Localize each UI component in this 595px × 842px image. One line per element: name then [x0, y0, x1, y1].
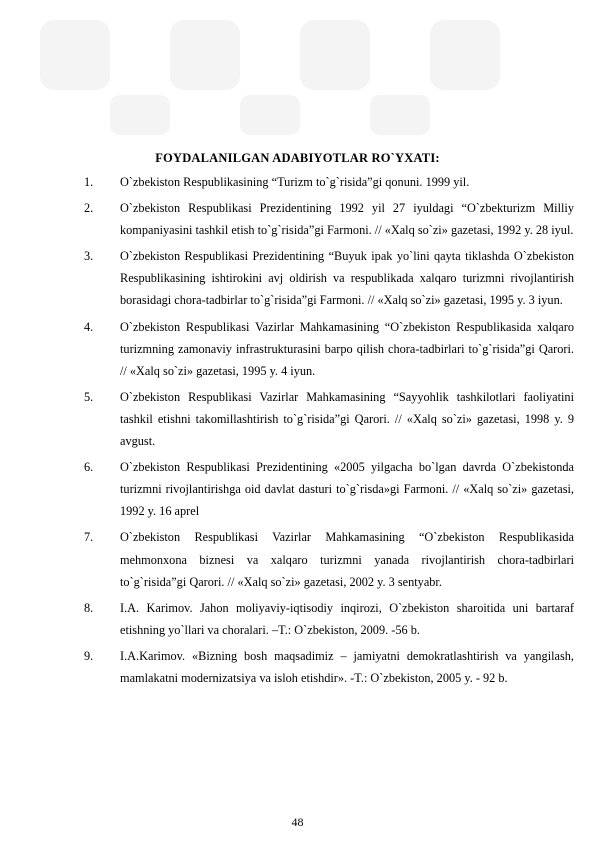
reference-item — [84, 597, 574, 641]
reference-item — [84, 386, 574, 452]
reference-number: 1. — [84, 175, 94, 189]
reference-number: 3. — [84, 249, 94, 264]
reference-number: 5. — [84, 389, 94, 404]
reference-item — [84, 645, 574, 689]
reference-item — [84, 197, 574, 241]
reference-text: O`zbekiston Respublikasi Prezidentining 1992 yil 27 iyuldagi “O`zbekturizm Milliy kompaniyasini tashkil etish to`g`risida”gi Farmoni. // «Xalq so`zi» gazetasi, 1992 y. 28 iyul. — [120, 201, 574, 238]
reference-item — [84, 316, 574, 382]
reference-text: O`zbekiston Respublikasi Prezidentining «2005 yilgacha bo`lgan davrda O`zbekistonda turizmni rivojlantirishga oid davlat dasturi to`g`risda»gi Farmoni. // «Xalq so`zi» gazetasi, 1992 y. 16 aprel — [120, 460, 574, 519]
reference-number: 2. — [84, 201, 94, 216]
reference-item — [84, 171, 574, 193]
page-title: FOYDALANILGAN ADABIYOTLAR RO`YXATI: — [155, 151, 440, 165]
reference-number: 9. — [84, 648, 94, 663]
reference-number: 8. — [84, 600, 94, 615]
reference-text: O`zbekiston Respublikasi Prezidentining “Buyuk ipak yo`lini qayta tiklashda O`zbekiston Respublikasining ishtirokini avj oldirish va respublikada xalqaro turizmni rivojlantirish borasidagi chora-tadbirlar to`g`risida”gi Farmoni. // «Xalq so`zi» gazetasi, 1995 y. 3 iyun. — [120, 249, 574, 308]
reference-item — [84, 526, 574, 592]
watermark — [0, 0, 595, 150]
reference-number: 7. — [84, 530, 94, 545]
reference-text: I.A. Karimov. Jahon moliyaviy-iqtisodiy inqirozi, O`zbekiston sharoitida uni bartaraf etishning yo`llari va choralari. –T.: O`zbekiston, 2009. -56 b. — [120, 600, 574, 637]
reference-text: O`zbekiston Respublikasining “Turizm to`g`risida”gi qonuni. 1999 yil. — [120, 175, 470, 189]
reference-item — [84, 245, 574, 311]
reference-text: I.A.Karimov. «Bizning bosh maqsadimiz – jamiyatni demokratlashtirish va yangilash, mamlakatni modernizatsiya va isloh etishdir». -T.: O`zbekiston, 2005 y. - 92 b. — [120, 648, 574, 685]
reference-number: 4. — [84, 319, 94, 334]
reference-text: O`zbekiston Respublikasi Vazirlar Mahkamasining “O`zbekiston Respublikasida mehmonxona biznesi va xalqaro turizmni yanada rivojlantirish chora-tadbirlari to`g`risida”gi Qarori. // «Xalq so`zi» gazetasi, 2002 y. 3 sentyabr. — [120, 530, 574, 589]
reference-item — [84, 456, 574, 522]
reference-number: 6. — [84, 460, 94, 475]
reference-text: O`zbekiston Respublikasi Vazirlar Mahkamasining “Sayyohlik tashkilotlari faoliyatini tashkil etishni takomillashtirish to`g`risida”gi Qarori. // «Xalq so`zi» gazetasi, 1998 y. 9 avgust. — [120, 389, 574, 449]
reference-text: O`zbekiston Respublikasi Vazirlar Mahkamasining “O`zbekiston Respublikasida xalqaro turizmning zamonaviy infrastrukturasini barpo qilish chora-tadbirlari to`g`risida”gi Qarori. // «Xalq so`zi» gazetasi, 1995 y. 4 iyun. — [120, 319, 574, 378]
page-number: 48 — [291, 815, 304, 829]
reference-list — [84, 171, 574, 693]
